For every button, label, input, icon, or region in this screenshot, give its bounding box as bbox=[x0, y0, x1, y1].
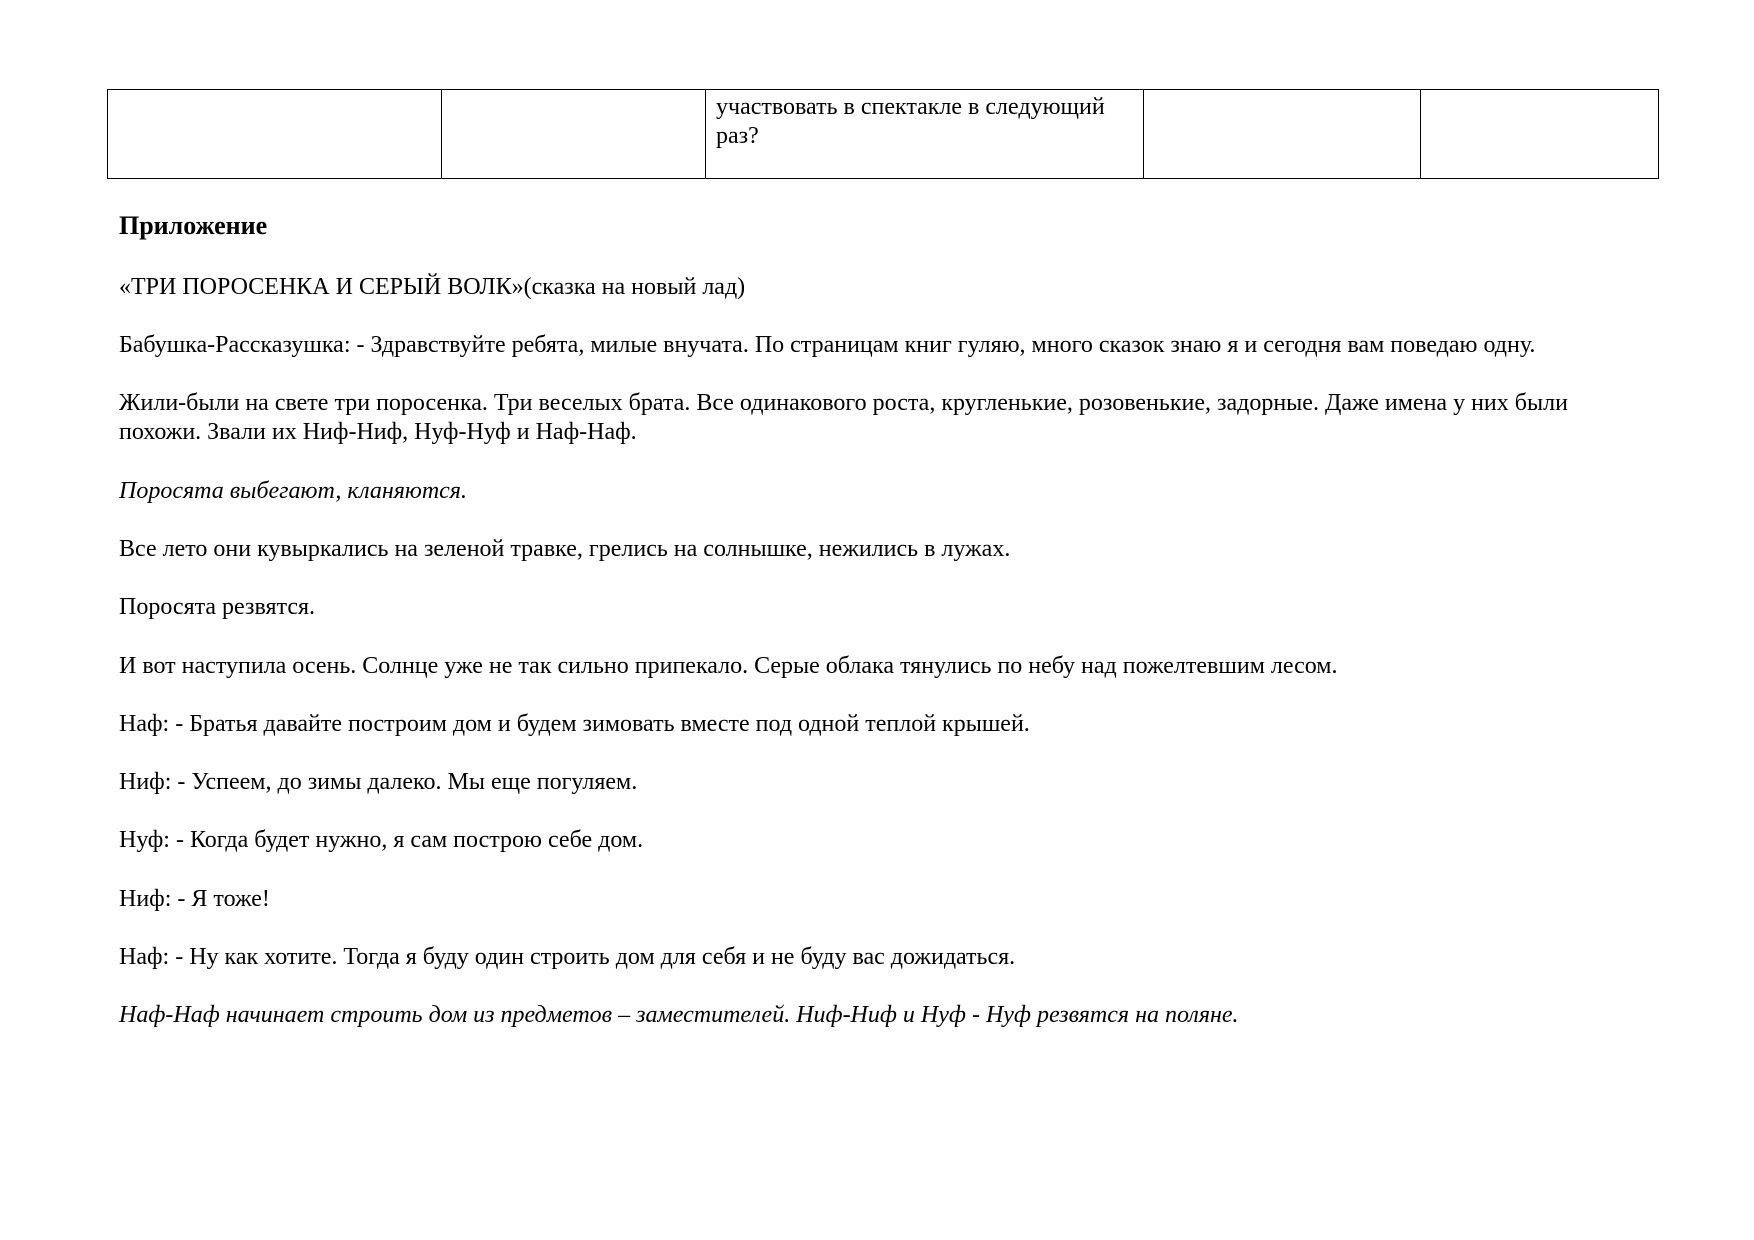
table-row bbox=[108, 90, 1659, 179]
dialogue-line: Ниф: - Успеем, до зимы далеко. Мы еще погуляем. bbox=[119, 769, 638, 795]
table-cell-4 bbox=[1144, 90, 1421, 179]
paragraph: Все лето они кувыркались на зеленой травке, грелись на солнышке, нежились в лужах. bbox=[119, 536, 1011, 562]
paragraph: Поросята резвятся. bbox=[119, 594, 316, 620]
table-cell-5 bbox=[1421, 90, 1659, 179]
dialogue-line: Нуф: - Когда будет нужно, я сам построю себе дом. bbox=[119, 827, 644, 853]
paragraph: Жили-были на свете три поросенка. Три веселых брата. Все одинакового роста, кругленькие, розовенькие, задорные. Даже имена у них были bbox=[119, 390, 1568, 416]
dialogue-line: Ниф: - Я тоже! bbox=[119, 886, 270, 912]
stage-direction: Поросята выбегают, кланяются. bbox=[119, 478, 467, 504]
paragraph: И вот наступила осень. Солнце уже не так сильно припекало. Серые облака тянулись по небу над пожелтевшим лесом. bbox=[119, 653, 1338, 679]
paragraph: похожи. Звали их Ниф-Ниф, Нуф-Нуф и Наф-Наф. bbox=[119, 419, 637, 445]
table-cell-2 bbox=[442, 90, 706, 179]
paragraph: Бабушка-Рассказушка: - Здравствуйте ребята, милые внучата. По страницам книг гуляю, много сказок знаю я и сегодня вам поведаю одну. bbox=[119, 332, 1536, 358]
table-cell-1 bbox=[108, 90, 442, 179]
stage-direction: Наф-Наф начинает строить дом из предметов – заместителей. Ниф-Ниф и Нуф - Нуф резвятся на поляне. bbox=[119, 1002, 1239, 1028]
story-title: «ТРИ ПОРОСЕНКА И СЕРЫЙ ВОЛК»(сказка на новый лад) bbox=[119, 274, 746, 300]
continuation-table bbox=[107, 89, 1659, 179]
dialogue-line: Наф: - Братья давайте построим дом и будем зимовать вместе под одной теплой крышей. bbox=[119, 711, 1030, 737]
dialogue-line: Наф: - Ну как хотите. Тогда я буду один строить дом для себя и не буду вас дожидаться. bbox=[119, 944, 1016, 970]
table-cell-3: участвовать в спектакле в следующий раз? bbox=[706, 90, 1144, 179]
appendix-heading: Приложение bbox=[119, 211, 268, 240]
